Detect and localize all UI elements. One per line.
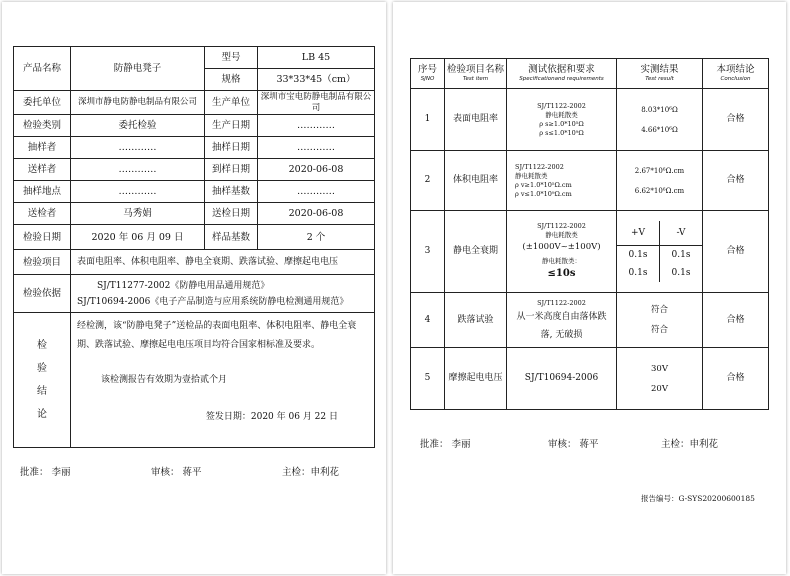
client-label: 委托单位: [14, 91, 71, 115]
row-spec: SJ/T10694-2006: [507, 348, 617, 410]
row-spec-a: (±1000V~±100V): [522, 242, 601, 252]
decay-results-grid: [617, 221, 702, 283]
row-result-a: 30V: [651, 363, 668, 374]
row-spec-a: 从一米高度自由落体跌: [516, 311, 607, 322]
producer-label: 生产单位: [205, 91, 258, 115]
test-date-label: 检验日期: [14, 225, 71, 250]
validity-text: 该检测报告有效期为壹拾贰个月: [101, 375, 228, 385]
prod-date-value: …………: [258, 115, 375, 137]
row-spec: [507, 151, 617, 211]
row-spec: [507, 211, 617, 293]
place-value: …………: [71, 181, 205, 203]
items-label: 检验项目: [14, 250, 71, 275]
decay-negative-1: 0.1s: [671, 250, 691, 261]
row-result: [617, 89, 703, 151]
row-result-b: 符合: [650, 325, 668, 335]
result-header-cn: 实测结果: [640, 64, 679, 75]
sample-count-label: 样品基数: [205, 225, 258, 250]
product-name-value: 防静电凳子: [71, 47, 205, 91]
results-header-row: [411, 59, 769, 89]
model-value: LB 45: [258, 47, 375, 69]
row-spec-std: SJ/T1122-2002: [537, 222, 586, 230]
spec-label: 规格: [205, 69, 258, 91]
producer-value: 深圳市宝电防静电制品有限公司: [258, 91, 375, 115]
conclusion-body: [71, 313, 375, 448]
row-spec-std: SJ/T1122-2002: [537, 101, 586, 110]
sampler-label: 抽样者: [14, 137, 71, 159]
row-spec-std: SJ/T1122-2002: [537, 298, 586, 307]
decay-head-negative: -V: [660, 221, 703, 246]
send-date-value: 2020-06-08: [258, 203, 375, 225]
sample-date-value: …………: [258, 137, 375, 159]
place-label: 抽样地点: [14, 181, 71, 203]
row-item: 跌落试验: [445, 293, 507, 348]
table-row: [411, 211, 769, 293]
row-item: 摩擦起电电压: [445, 348, 507, 410]
seq-header-cn: 序号: [417, 64, 437, 75]
sample-count-value: 2 个: [258, 225, 375, 250]
row-spec: [507, 293, 617, 348]
row-conclusion: 合格: [703, 151, 769, 211]
client-value: 深圳市静电防静电制品有限公司: [71, 91, 205, 115]
row-result: [617, 211, 703, 293]
row-result-a: 2.67*10⁶Ω.cm: [634, 166, 685, 175]
decay-positive-1: 0.1s: [628, 250, 648, 261]
report-info-table: [13, 46, 375, 448]
decay-negative-values: [660, 246, 703, 283]
row-conclusion: 合格: [703, 348, 769, 410]
row-spec-a: ρ v≥1.0*10⁵Ω.cm: [515, 180, 572, 189]
item-header-en: Test item: [462, 76, 489, 82]
decay-positive-values: [617, 246, 660, 283]
row-number: 4: [411, 293, 445, 348]
row-result-a: 符合: [650, 305, 668, 315]
sender-value: …………: [71, 159, 205, 181]
row-number: 3: [411, 211, 445, 293]
row-spec-a: ρ s≥1.0*10⁵Ω: [539, 119, 584, 128]
row-result: [617, 293, 703, 348]
table-row: [411, 348, 769, 410]
issue-date: 签发日期：2020 年 06 月 22 日: [205, 412, 338, 422]
arrive-date-value: 2020-06-08: [258, 159, 375, 181]
left-chief: 主检：申利花: [282, 467, 340, 478]
result-header: [617, 59, 703, 89]
row-spec: [507, 89, 617, 151]
row-item: 静电全衰期: [445, 211, 507, 293]
conclusion-char-2: 验: [37, 363, 47, 374]
conclusion-header: [703, 59, 769, 89]
product-name-label: 产品名称: [14, 47, 71, 91]
basis-label: 检验依据: [14, 275, 71, 313]
conclusion-label: [14, 313, 71, 448]
sender-label: 送样者: [14, 159, 71, 181]
row-spec-b: ρ s≤1.0*10⁹Ω: [539, 128, 584, 137]
seq-header: [411, 59, 445, 89]
row-result-b: 4.66*10⁶Ω: [641, 125, 678, 134]
conclusion-char-1: 检: [37, 340, 47, 351]
basis-value: [71, 275, 375, 313]
sampler-value: …………: [71, 137, 205, 159]
inspector-value: 马秀娟: [71, 203, 205, 225]
item-header-cn: 检验项目名称: [447, 64, 505, 75]
row-conclusion: 合格: [703, 211, 769, 293]
row-result-b: 20V: [651, 383, 668, 394]
conclusion-char-3: 结: [37, 386, 47, 397]
row-result: [617, 151, 703, 211]
row-conclusion: 合格: [703, 89, 769, 151]
prod-date-label: 生产日期: [205, 115, 258, 137]
sample-base-value: …………: [258, 181, 375, 203]
spec-header-cn: 测试依据和要求: [528, 64, 595, 75]
row-result: [617, 348, 703, 410]
spec-header-en: Specificationand requirements: [519, 76, 604, 82]
table-row: [411, 151, 769, 211]
right-chief: 主检：申利花: [661, 439, 719, 450]
sample-date-label: 抽样日期: [205, 137, 258, 159]
seq-header-en: SJNO: [420, 76, 435, 82]
row-result-b: 6.62*10⁶Ω.cm: [634, 186, 685, 195]
spec-header: [507, 59, 617, 89]
row-number: 2: [411, 151, 445, 211]
row-spec-type: 静电耗散类: [545, 110, 578, 119]
basis-line-2: SJ/T10694-2006《电子产品制造与应用系统防静电检测通用规范》: [77, 296, 349, 307]
spec-value: 33*33*45（cm）: [258, 69, 375, 91]
row-spec-std: SJ/T1122-2002: [515, 162, 564, 171]
model-label: 型号: [205, 47, 258, 69]
report-page-left: [2, 2, 386, 574]
row-spec-b: 落, 无破损: [540, 329, 583, 340]
row-conclusion: 合格: [703, 293, 769, 348]
row-number: 5: [411, 348, 445, 410]
item-header: [445, 59, 507, 89]
row-item: 表面电阻率: [445, 89, 507, 151]
right-approve: 批准： 李丽: [420, 439, 471, 450]
decay-head-positive: +V: [617, 221, 660, 246]
type-value: 委托检验: [71, 115, 205, 137]
send-date-label: 送检日期: [205, 203, 258, 225]
decay-positive-2: 0.1s: [628, 268, 648, 279]
type-label: 检验类别: [14, 115, 71, 137]
conclusion-char-4: 论: [37, 409, 47, 420]
right-review: 审核： 蒋平: [548, 439, 599, 450]
test-date-value: 2020 年 06 月 09 日: [71, 225, 205, 250]
report-number: 报告编号：G-SYS20200600185: [641, 494, 755, 503]
row-result-a: 8.03*10⁶Ω: [641, 105, 678, 114]
row-item: 体积电阻率: [445, 151, 507, 211]
decay-negative-2: 0.1s: [671, 268, 691, 279]
conclusion-text: 经检测，该“防静电凳子”送检品的表面电阻率、体积电阻率、静电全衰期、跌落试验、摩擦起电电压项目均符合国家相标准及要求。: [77, 321, 357, 350]
arrive-date-label: 到样日期: [205, 159, 258, 181]
table-row: [411, 89, 769, 151]
row-spec-b: ρ v≤1.0*10⁹Ω.cm: [515, 189, 572, 198]
table-row: [411, 293, 769, 348]
results-table: [410, 58, 769, 410]
row-spec-type: 静电耗散类: [515, 171, 548, 180]
conclusion-header-cn: 本项结论: [716, 64, 755, 75]
items-value: 表面电阻率、体积电阻率、静电全衰期、跌落试验、摩擦起电电压: [71, 250, 375, 275]
row-spec-type: 静电耗散类: [545, 231, 578, 239]
inspector-label: 送检者: [14, 203, 71, 225]
row-number: 1: [411, 89, 445, 151]
report-page-right: [393, 2, 786, 574]
left-review: 审核： 蒋平: [151, 467, 202, 478]
conclusion-header-en: Conclusion: [720, 76, 751, 82]
sample-base-label: 抽样基数: [205, 181, 258, 203]
row-spec-c: ≤10s: [547, 268, 576, 279]
left-approve: 批准： 李丽: [20, 467, 71, 478]
result-header-en: Test result: [645, 76, 674, 82]
row-spec-b: 静电耗散类：: [542, 257, 581, 265]
basis-line-1: SJ/T11277-2002《防静电用品通用规范》: [97, 280, 270, 291]
